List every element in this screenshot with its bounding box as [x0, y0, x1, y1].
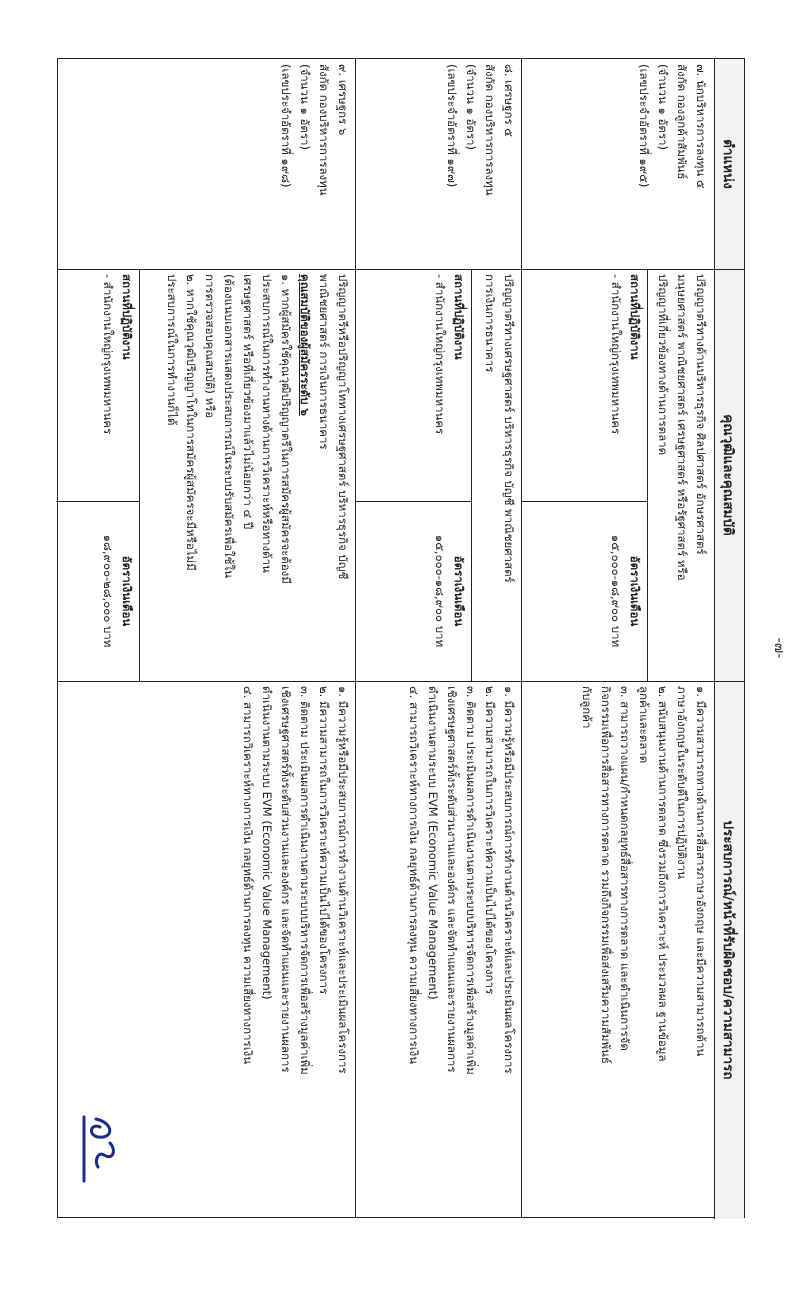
experience-line: กิจกรรมเพื่อการสื่อสารทางการตลาด รวมถึงกิจกรรมเพื่อส่งเสริมความสัมพันธ์: [599, 686, 613, 1064]
special-qualification-line: การตรวจสอบคุณสมบัติ) หรือ: [203, 274, 217, 419]
position-number: (เลขประจำอัตราที่ ๑๙๕): [637, 64, 651, 188]
experience-line: ดำเนินงานตามระบบ EVM (Economic Value Management): [426, 686, 440, 1000]
experience-line: ๓. ติดตาม ประเมินผลการดำเนินงานตามระบบบริหารจัดการเพื่อสร้างมูลค่าเพิ่ม: [298, 686, 312, 1075]
experience-line: ๔. สามารถวิเคราะห์ทางการเงิน กลยุทธ์ด้านการลงทุน ความเสี่ยงทางการเงิน: [241, 686, 255, 1065]
salary-label: อัตราเงินเดือน: [628, 555, 642, 627]
qualification-line: มนุษยศาสตร์ พาณิชยศาสตร์ เศรษฐศาสตร์ หรือรัฐศาสตร์ หรือ: [675, 274, 689, 581]
qualification-line: ปริญญาที่เกี่ยวข้องทางด้านการตลาด: [656, 274, 670, 456]
workplace-value: - สำนักงานใหญ่กรุงเทพมหานคร: [433, 274, 447, 435]
workplace-label: สถานที่ปฏิบัติงาน: [628, 274, 642, 360]
row-1-qualification: [648, 269, 712, 681]
experience-line: ๑. มีความรู้หรือมีประสบการณ์การทำงานด้านวิเคราะห์และประเมินผลโครงการ: [502, 686, 516, 1074]
experience-line: ๒. มีความสามารถในการวิเคราะห์ความเป็นไปได้ของโครงการ: [317, 686, 331, 995]
sub-divider: [139, 269, 140, 681]
experience-line: กับลูกค้า: [580, 686, 594, 729]
header-qualification: คุณวุฒิและคุณสมบัติ: [714, 269, 744, 681]
row-3-workplace: [56, 269, 138, 501]
experience-line: เชิงเศรษฐศาสตร์ทั้งระดับส่วนงานและองค์กร และจัดทำแผนและรายงานผลการ: [279, 686, 293, 1073]
experience-line: เชิงเศรษฐศาสตร์ทั้งระดับส่วนงานและองค์กร และจัดทำแผนและรายงานผลการ: [445, 686, 459, 1073]
position-title: ๗. นักบริหารการลงทุน ๕: [694, 64, 708, 189]
salary-label: อัตราเงินเดือน: [120, 555, 134, 627]
position-department: สังกัด กองบริหารการลงทุน: [483, 64, 497, 196]
workplace-label: สถานที่ปฏิบัติงาน: [452, 274, 466, 360]
position-count: (จำนวน ๑ อัตรา): [464, 64, 478, 150]
page-number: -๗-: [771, 637, 787, 659]
position-number: (เลขประจำอัตราที่ ๑๙๗): [445, 64, 459, 188]
row-1-workplace: [522, 269, 646, 501]
experience-line: ๔. สามารถวิเคราะห์ทางการเงิน กลยุทธ์ด้านการลงทุน ความเสี่ยงทางการเงิน: [407, 686, 421, 1065]
salary-value: ๑๕,๐๐๐-๑๘,๙๐๐ บาท: [433, 534, 447, 648]
special-qualification-line: เศรษฐศาสตร์ หรือที่เกี่ยวข้องมาแล้วไม่น้อยกว่า ๔ ปี: [241, 274, 255, 530]
sub-divider: [647, 269, 648, 681]
workplace-value: - สำนักงานใหญ่กรุงเทพมหานคร: [609, 274, 623, 435]
row-2-workplace: [356, 269, 470, 501]
special-qualification-line: ๒. หากใช้คุณวุฒิปริญญาโทในการสมัครผู้สมัครจะมีหรือไม่มี: [184, 274, 198, 571]
row-2-experience: [356, 681, 520, 1219]
row-2-qualification: [474, 269, 520, 681]
special-qualification-line: ๑. หากผู้สมัครใช้คุณวุฒิปริญญาตรีในการสมัครผู้สมัครจะต้องมี: [279, 274, 293, 584]
row-3-position: [56, 59, 354, 269]
workplace-label: สถานที่ปฏิบัติงาน: [120, 274, 134, 360]
position-count: (จำนวน ๑ อัตรา): [298, 64, 312, 150]
salary-value: ๑๘,๙๐๐-๒๘,๐๐๐ บาท: [101, 534, 115, 648]
row-3-qualification: [140, 269, 354, 681]
experience-line: ดำเนินงานตามระบบ EVM (Economic Value Management): [260, 686, 274, 1000]
experience-line: ๑. มีความสามารถทางด้านการสื่อสารภาษาอังกฤษ และมีความสามารถด้าน: [694, 686, 708, 1057]
row-1-salary: [522, 501, 646, 681]
experience-line: ๒. มีความสามารถในการวิเคราะห์ความเป็นไปได้ของโครงการ: [483, 686, 497, 995]
special-qualification-line: ประสบการณ์ในการทำงานทางด้านการวิเคราะห์หรือทางด้าน: [260, 274, 274, 573]
salary-label: อัตราเงินเดือน: [452, 555, 466, 627]
position-department: สังกัด กองบริหารการลงทุน: [317, 64, 331, 196]
header-experience: ประสบการณ์/หน้าที่รับผิดชอบ/ความสามารถ: [714, 681, 744, 1219]
position-count: (จำนวน ๑ อัตรา): [656, 64, 670, 150]
experience-line: ๒. สนับสนุนงานด้านการตลาด ซึ่งรวมถึงการวิเคราะห์ ประมวลผล ฐานข้อมูล: [656, 686, 670, 1062]
special-qualification-line: ประสบการณ์ในการทำงานก็ได้: [165, 274, 179, 426]
qualification-line: ปริญญาตรีทางด้านบริหารธุรกิจ ศิลปศาสตร์ อักษรศาสตร์: [694, 274, 708, 555]
experience-line: ภาษาอังกฤษในระดับดีในการปฏิบัติงาน: [675, 686, 689, 879]
row-1-position: [522, 59, 712, 269]
special-qualification-label: คุณสมบัติของผู้สมัครระดับ ๖: [298, 274, 312, 416]
row-3-salary: [56, 501, 138, 681]
experience-line: ๑. มีความรู้หรือมีประสบการณ์การทำงานด้านวิเคราะห์และประเมินผลโครงการ: [336, 686, 350, 1074]
experience-line: ๓. ติดตาม ประเมินผลการดำเนินงานตามระบบบริหารจัดการเพื่อสร้างมูลค่าเพิ่ม: [464, 686, 478, 1075]
position-title: ๙. เศรษฐกร ๖: [336, 64, 350, 136]
position-department: สังกัด กองลูกค้าสัมพันธ์: [675, 64, 689, 180]
handwritten-initials-signature: [74, 1109, 134, 1199]
job-positions-table: [57, 58, 745, 1218]
position-number: (เลขประจำอัตราที่ ๑๙๘): [279, 64, 293, 188]
workplace-value: - สำนักงานใหญ่กรุงเทพมหานคร: [101, 274, 115, 435]
row-2-salary: [356, 501, 470, 681]
experience-line: ๓. สามารถวางแผน/กำหนดกลยุทธ์สื่อสารทางการตลาด และดำเนินการจัด: [618, 686, 632, 1051]
row-2-position: [356, 59, 520, 269]
experience-line: ลูกค้าและตลาด: [637, 686, 651, 764]
row-1-experience: [522, 681, 712, 1219]
qualification-line: ปริญญาตรีหรือปริญญาโททางเศรษฐศาสตร์ บริหารธุรกิจ บัญชี: [336, 274, 350, 580]
qualification-line: การเงินการธนาคาร: [483, 274, 497, 373]
salary-value: ๑๕,๐๐๐-๑๘,๙๐๐ บาท: [609, 534, 623, 648]
qualification-line: พาณิชยศาสตร์ การเงินการธนาคาร: [317, 274, 331, 450]
sub-divider: [471, 269, 472, 681]
position-title: ๘. เศรษฐกร ๕: [502, 64, 516, 138]
special-qualification-line: (ต้องแนบเอกสารแสดงประสบการณ์ในระบบรับสมัครเพื่อใช้ใน: [222, 274, 236, 578]
header-position: ตำแหน่ง: [714, 59, 744, 269]
qualification-line: ปริญญาตรีทางเศรษฐศาสตร์ บริหารธุรกิจ บัญชี พาณิชยศาสตร์: [502, 274, 516, 583]
